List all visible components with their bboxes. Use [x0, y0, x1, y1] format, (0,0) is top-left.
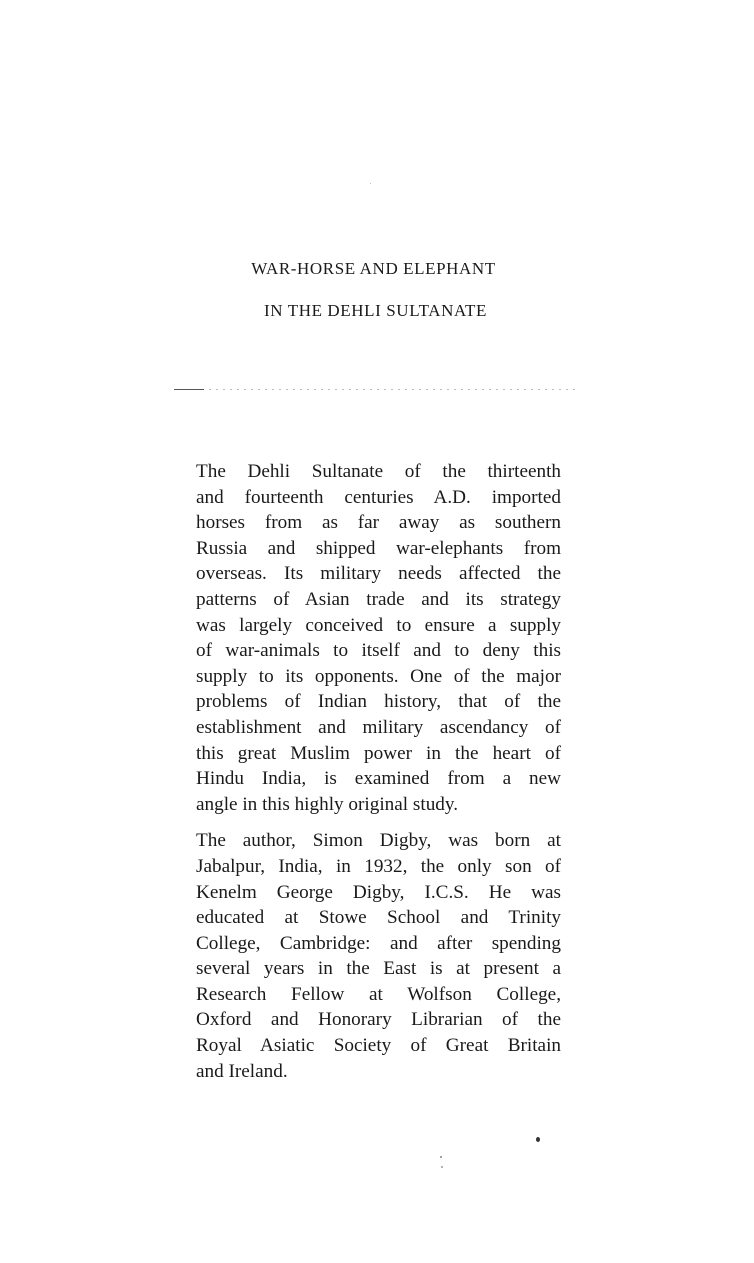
text-line: Royal Asiatic Society of Great Britain [196, 1035, 561, 1057]
book-description-paragraph [196, 459, 561, 817]
text-line: problems of Indian history, that of the [196, 691, 561, 713]
text-line: Hindu India, is examined from a new [196, 768, 561, 790]
text-line: establishment and military ascendancy of [196, 716, 561, 738]
text-line: Jabalpur, India, in 1932, the only son of [196, 855, 561, 877]
text-line: angle in this highly original study. [196, 793, 459, 815]
text-line: several years in the East is at present a [196, 958, 561, 980]
book-title-line-2: IN THE DEHLI SULTANATE [264, 301, 487, 320]
text-line: horses from as far away as southern [196, 512, 561, 534]
divider-dash [174, 389, 204, 390]
book-title-line-1: WAR-HORSE AND ELEPHANT [251, 259, 496, 278]
text-line: educated at Stowe School and Trinity [196, 907, 561, 929]
print-speck [440, 1156, 442, 1158]
text-line: patterns of Asian trade and its strategy [196, 588, 561, 610]
text-line: The author, Simon Digby, was born at [196, 830, 561, 852]
text-line: Russia and shipped war-elephants from [196, 537, 561, 559]
text-line: this great Muslim power in the heart of [196, 742, 561, 764]
text-line: and fourteenth centuries A.D. imported [196, 486, 561, 508]
text-line: supply to its opponents. One of the major [196, 665, 561, 687]
author-bio-paragraph [196, 828, 561, 1084]
text-line: College, Cambridge: and after spending [196, 932, 561, 954]
book-title [0, 258, 754, 342]
print-speck [370, 183, 371, 184]
text-line: Kenelm George Digby, I.C.S. He was [196, 881, 561, 903]
text-line: of war-animals to itself and to deny this [196, 640, 561, 662]
text-line: Oxford and Honorary Librarian of the [196, 1009, 561, 1031]
text-line: was largely conceived to ensure a supply [196, 614, 561, 636]
text-line: and Ireland. [196, 1060, 288, 1082]
text-line: Research Fellow at Wolfson College, [196, 983, 561, 1005]
jacket-blurb [196, 459, 561, 1084]
text-line: The Dehli Sultanate of the thirteenth [196, 461, 561, 482]
print-speck [536, 1137, 540, 1142]
text-line: overseas. Its military needs affected the [196, 563, 561, 585]
print-speck [441, 1166, 443, 1168]
dotted-divider [174, 389, 578, 390]
